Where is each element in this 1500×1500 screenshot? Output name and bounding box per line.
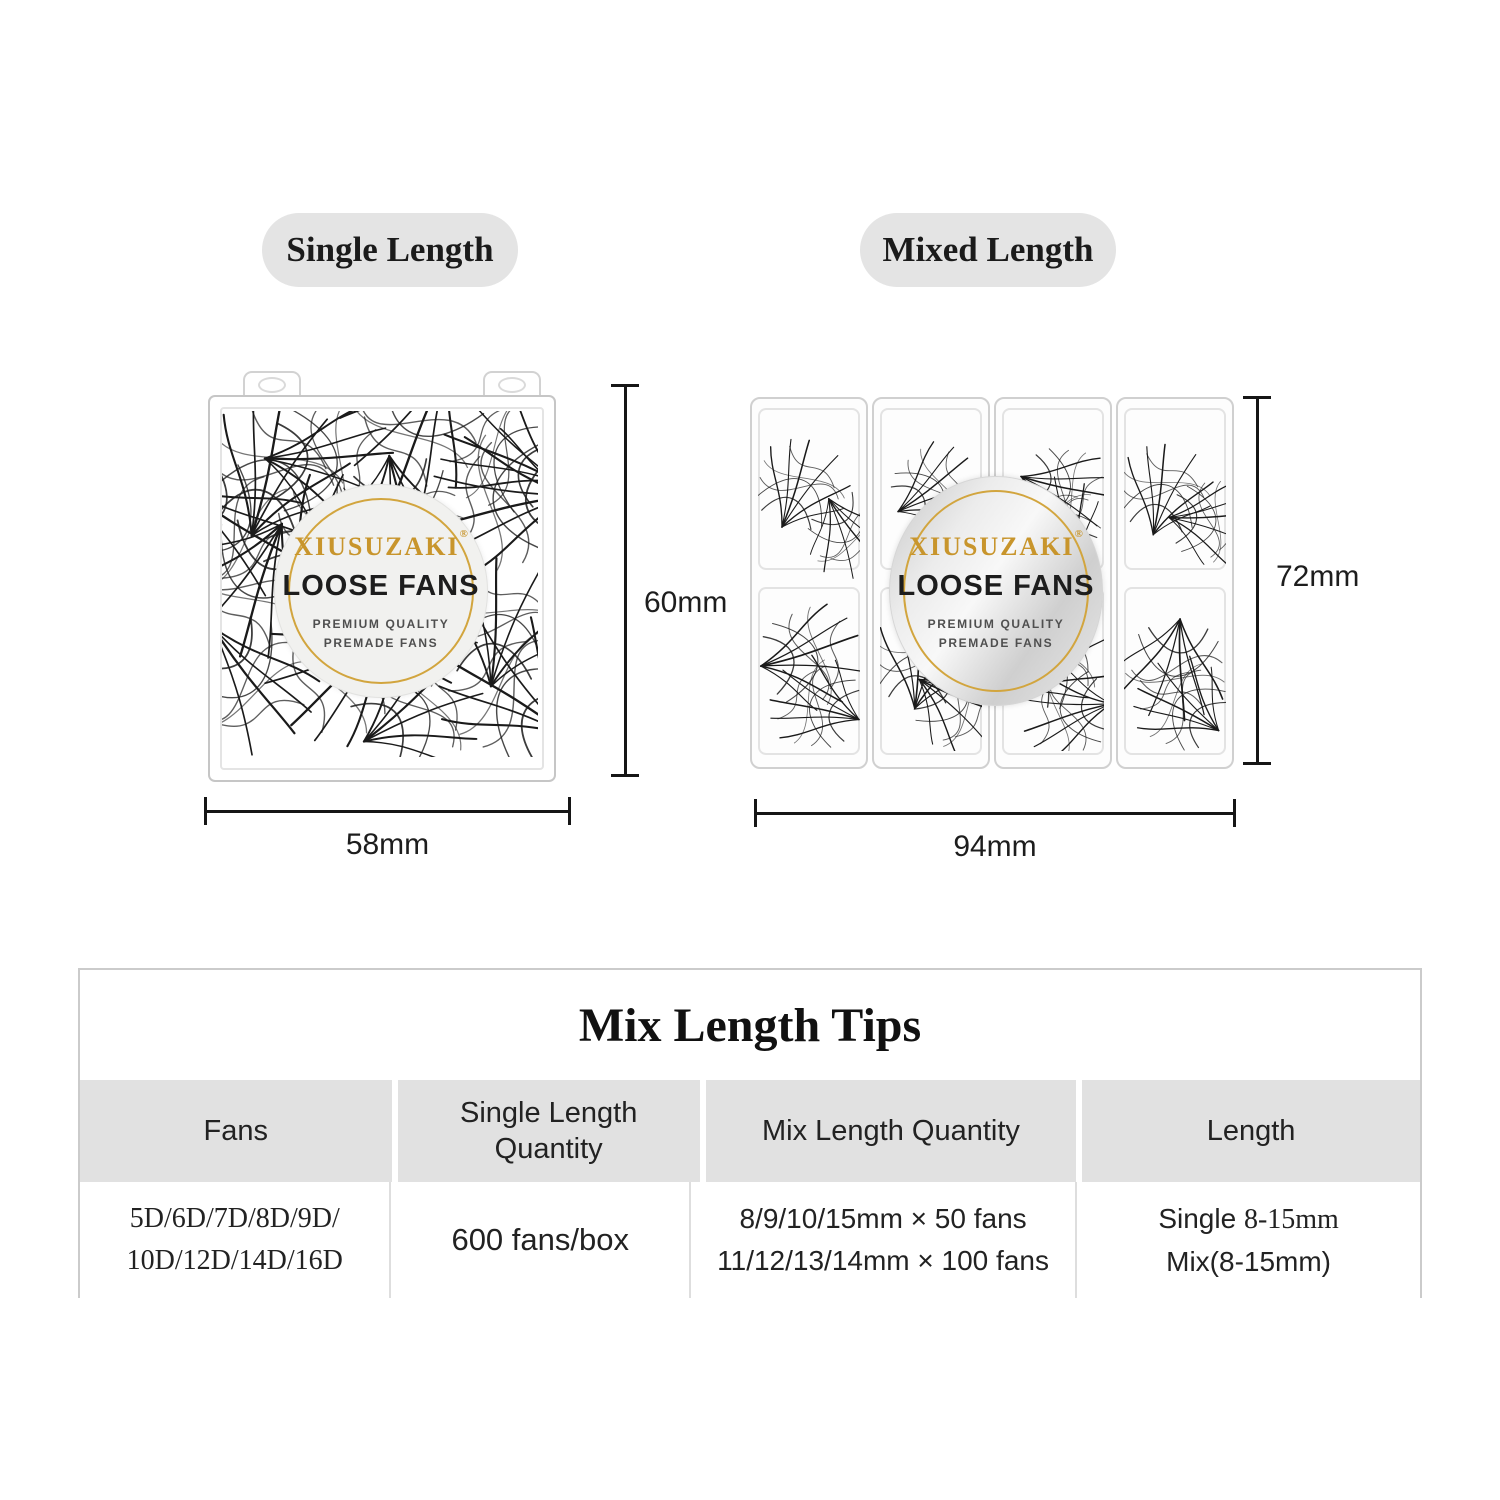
dimension-cap [1243,762,1271,765]
cell-single-quantity: 600 fans/box [389,1182,688,1298]
height-label-mixed: 72mm [1276,560,1360,593]
width-label-mixed: 94mm [953,830,1037,863]
table-title: Mix Length Tips [578,998,922,1052]
mix-length-tips-table [78,968,1422,1298]
product-name: LOOSE FANS [282,570,480,603]
height-label-single: 60mm [644,586,728,619]
tagline-line1: PREMIUM QUALITY [312,617,450,632]
dimension-cap [754,799,757,827]
sticker-text [898,529,1095,652]
mixed-box-strip [1116,397,1234,769]
length-value: 8-15mm [1243,1203,1339,1235]
lash-fans-texture [758,409,860,751]
mixed-box-strip [750,397,868,769]
tagline [283,615,480,652]
brand-name [898,529,1095,560]
cell-line: 5D/6D/7D/8D/9D/ [129,1203,340,1234]
registered-mark: ® [459,528,468,541]
cell-line: 11/12/13/14mm × 100 fans [717,1245,1049,1276]
dimension-cap [568,797,571,825]
lash-fans-texture [1124,409,1226,751]
registered-mark: ® [1074,528,1083,541]
tagline-line2: PREMADE FANS [938,636,1054,650]
header-length: Length [1076,1080,1420,1182]
brand-name [283,529,480,560]
hinge-hole [498,377,526,393]
width-label-single: 58mm [345,828,430,861]
header-fans: Fans [80,1080,392,1182]
dimension-cap [611,384,639,387]
table-header-row [80,1080,1420,1182]
tagline [898,615,1095,652]
single-length-pill: Single Length [262,213,518,287]
cell-line: 8/9/10/15mm × 50 fans [739,1203,1027,1234]
cell-line [1158,1198,1339,1241]
table-data-row [80,1182,1420,1298]
dimension-cap [1243,396,1271,399]
cell-line: 10D/12D/14D/16D [126,1245,343,1276]
brand-word: XIUSUZAKI [294,532,460,562]
cell-fans [80,1182,389,1298]
brand-sticker-mixed [889,476,1103,706]
mixed-length-pill: Mixed Length [860,213,1116,287]
brand-word: XIUSUZAKI [909,532,1075,562]
header-single-length-quantity: Single Length Quantity [392,1080,700,1182]
cell-mix-quantity [689,1182,1075,1298]
dimension-cap [1233,799,1236,827]
cell-length [1075,1182,1420,1298]
hinge-hole [258,377,286,393]
dimension-line-58mm [205,810,570,813]
cell-line: Mix(8-15mm) [1166,1245,1332,1277]
dimension-line-94mm [755,812,1235,815]
dimension-line-72mm [1256,398,1259,764]
tagline-line2: PREMADE FANS [323,636,439,650]
brand-sticker-single [274,484,488,698]
header-mix-length-quantity: Mix Length Quantity [700,1080,1076,1182]
dimension-cap [611,774,639,777]
sticker-text [283,529,480,652]
dimension-line-60mm [624,386,627,776]
product-name: LOOSE FANS [897,570,1095,603]
length-prefix: Single [1158,1202,1244,1234]
tagline-line1: PREMIUM QUALITY [927,617,1065,632]
dimension-cap [204,797,207,825]
